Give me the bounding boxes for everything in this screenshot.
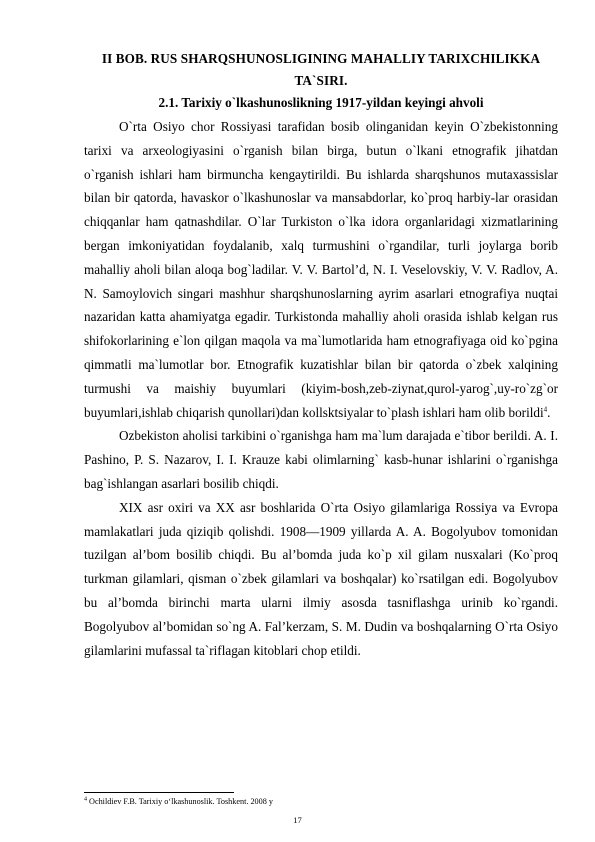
paragraph-1-end: . bbox=[547, 404, 551, 420]
section-title: 2.1. Tarixiy o`lkashunoslikning 1917-yildan keyingi ahvoli bbox=[158, 95, 484, 110]
footnote-text: Ochildiev F.B. Tarixiy o‘lkashunoslik. Toshkent. 2008 y bbox=[89, 797, 273, 806]
footnote-divider bbox=[84, 792, 234, 793]
paragraph-2: Ozbekiston aholisi tarkibini o`rganishga ham ma`lum darajada e`tibor berildi. A. I. Pashino, P. S. Nazarov, I. I. Krauze kabi olimlarning` kasb-hunar ishlarini o`rganishga bag`ishlangan asarlari bosilib chiqdi. bbox=[84, 428, 558, 491]
footnote-number: 4 bbox=[84, 796, 87, 803]
page-number: 17 bbox=[293, 815, 302, 825]
footnote-reference[interactable]: 4 bbox=[543, 405, 548, 414]
paragraph-1 bbox=[84, 115, 558, 424]
paragraph-1-text: O`rta Osiyo chor Rossiyasi tarafidan bosib olinganidan keyin O`zbekistonning tarixi va arxeologiyasini o`rganish bilan birga, butun o`lkani etnografik jihatdan o`rganish ishlari ham birmuncha kengaytirildi. Bu ishlarda sharqshunos mutaxassislar bilan bir qatorda, havaskor o`lkashunoslar va mansabdorlar, ko`proq harbiy-lar orasidan chiqqanlar ham qatnashdilar. O`lar Turkiston o`lka idora organlaridagi xizmatlarining bergan imkoniyatidan foydalanib, xalq turmushini o`rgandilar, turli joylarga borib mahalliy aholi bilan aloqa bog`ladilar. V. V. Bartol’d, N. I. Veselovskiy, V. V. Radlov, A. N. Samoylovich singari mashhur sharqshunoslarning ayrim asarlari etnografiya nuqtai nazaridan katta ahamiyatga egadir. Turkistonda mahalliy aholi orasida ishlab kelgan rus shifokorlarining e`lon qilgan maqola va ma`lumotlarida ham etnografiyaga oid ko`pgina qimmatli ma`lumotlar bor. Etnografik kuzatishlar bilan bir qatorda o`zbek xalqining turmushi va maishiy buyumlari (kiyim-bosh,zeb-ziynat,qurol-yarog`,uy-ro`zg`or buyumlari,ishlab chiqarish qunollari)dan kollsktsiyalar to`plash ishlari ham olib borildi bbox=[84, 119, 558, 420]
footnote bbox=[84, 797, 273, 807]
chapter-title: II BOB. RUS SHARQSHUNOSLIGINING MAHALLIY TARIXCHILIKKA TA`SIRI. bbox=[101, 51, 541, 88]
paragraph-3: XIX asr oxiri va XX asr boshlarida O`rta Osiyo gilamlariga Rossiya va Evropa mamlakatlari juda qiziqib qolishdi. 1908—1909 yillarda A. A. Bogolyubov tomonidan tuzilgan al’bom bosilib chiqdi. Bu al’bomda juda ko`p xil gilam nusxalari (Ko`proq turkman gilamlari, qisman o`zbek gilamlari va boshqalar) ko`rsatilgan edi. Bogolyubov bu al’bomda birinchi marta ularni ilmiy asosda tasniflashga urinib ko`rgandi. Bogolyubov al’bomidan so`ng A. Fal’kerzam, S. M. Dudin va boshqalarning O`rta Osiyo gilamlarini mufassal ta`riflagan kitoblari chop etildi. bbox=[84, 499, 558, 658]
page-body bbox=[84, 48, 558, 662]
